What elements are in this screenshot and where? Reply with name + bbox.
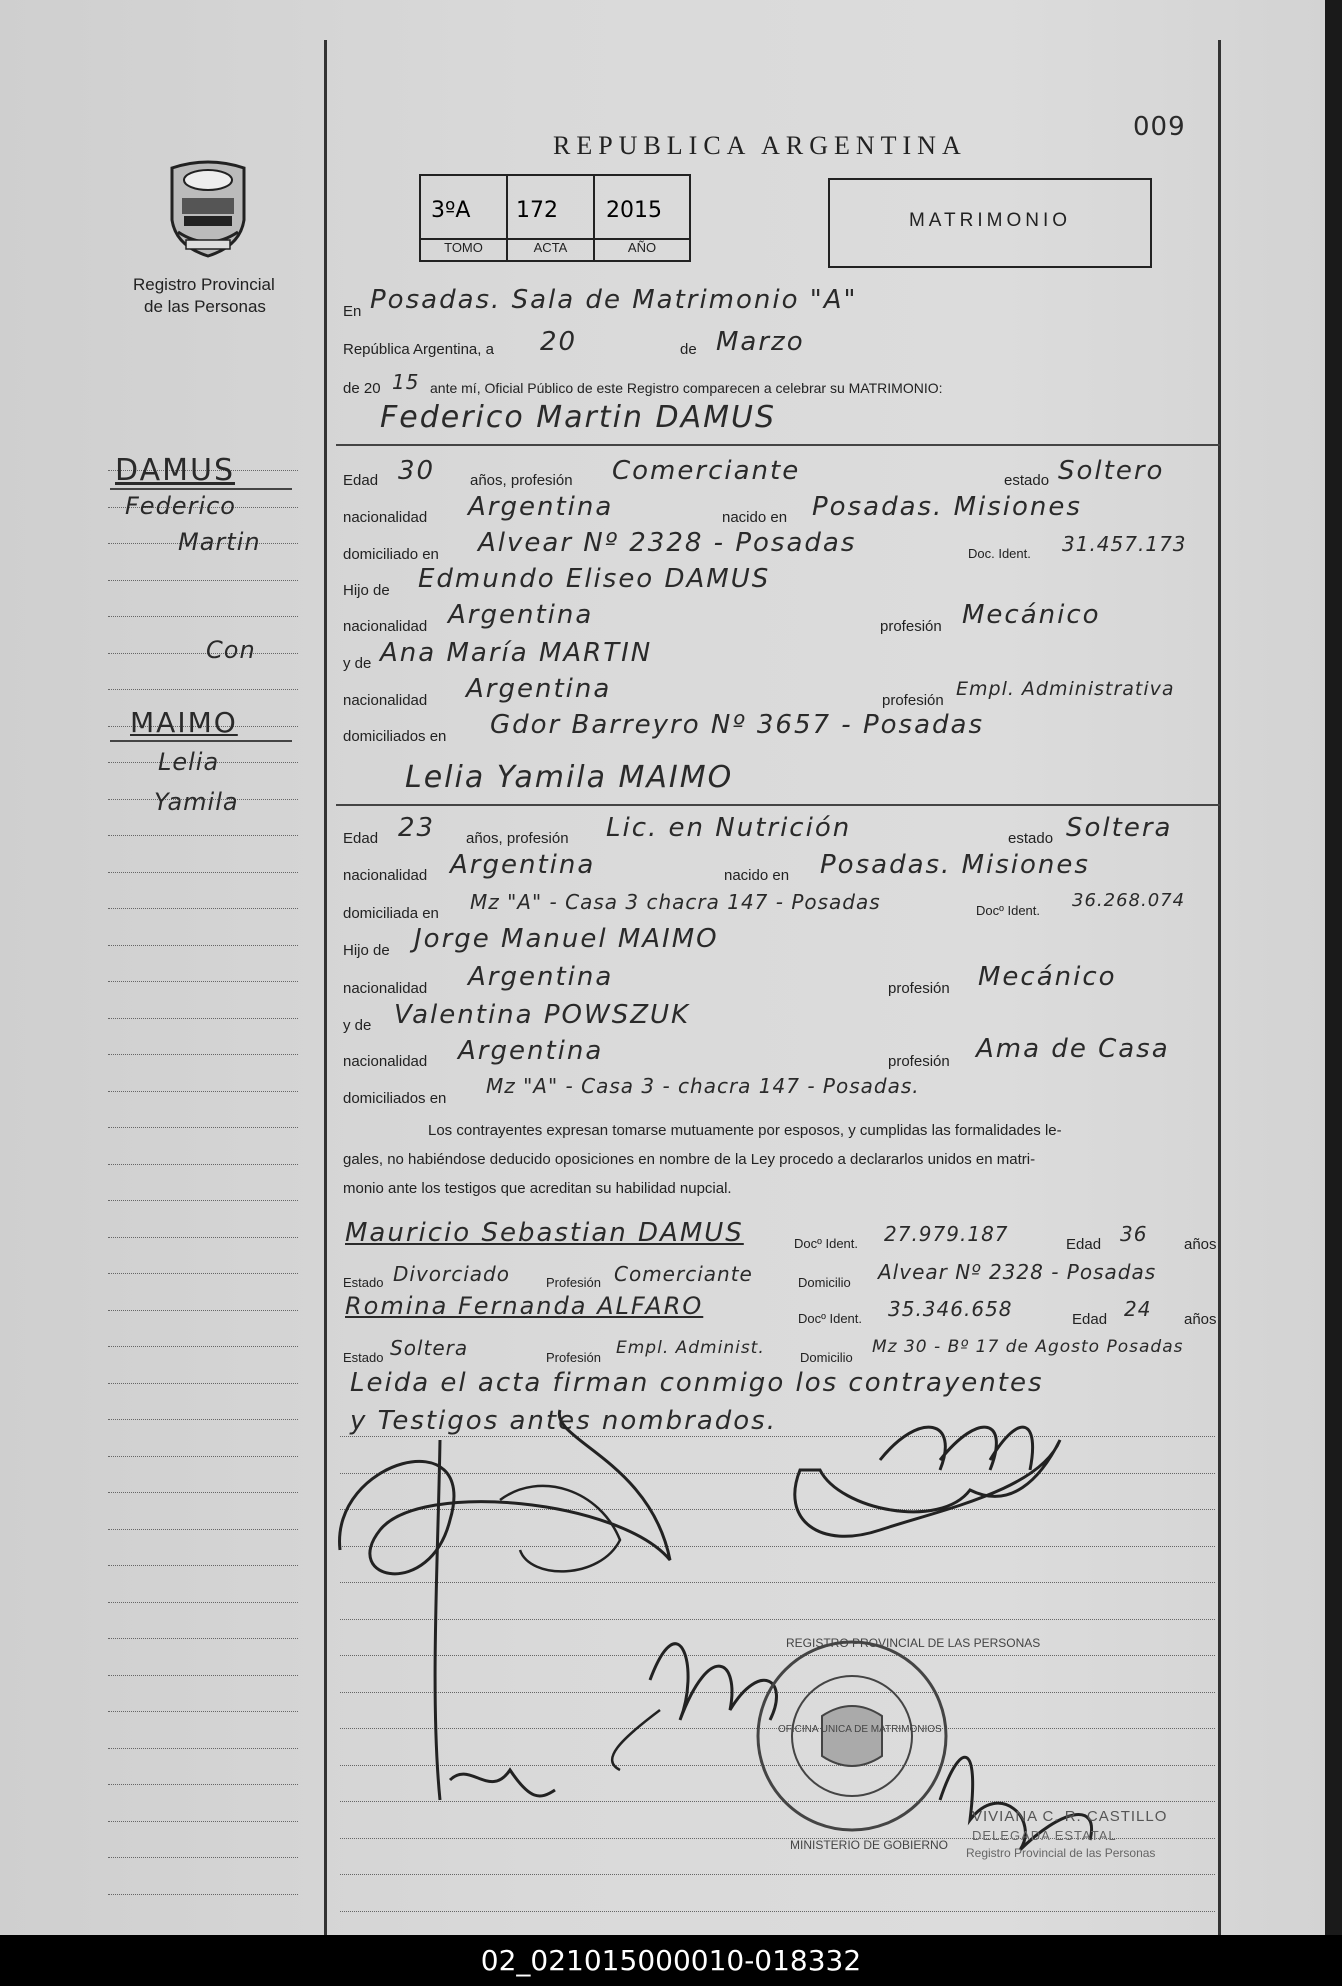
p2-padres-dom-label: domiciliados en bbox=[343, 1090, 447, 1107]
w2-profesion: Empl. Administ. bbox=[616, 1338, 765, 1358]
p2-nacionalidad: Argentina bbox=[450, 850, 596, 880]
p1-domicilio: Alvear Nº 2328 - Posadas bbox=[478, 528, 857, 558]
margin-guide-line bbox=[108, 1127, 298, 1128]
witness1-name: Mauricio Sebastian DAMUS bbox=[345, 1218, 744, 1248]
margin-con: Con bbox=[206, 636, 256, 664]
party2-full-name: Lelia Yamila MAIMO bbox=[405, 760, 734, 795]
p2-doc-label: Docº Ident. bbox=[976, 903, 1041, 918]
w1-estado: Divorciado bbox=[393, 1262, 510, 1286]
p1-anos-prof-label: años, profesión bbox=[470, 472, 573, 489]
divider-party1 bbox=[336, 444, 1220, 446]
margin-guide-line bbox=[108, 653, 298, 654]
tomo-acta-anio-table bbox=[419, 174, 691, 262]
p2-padre-prof: Mecánico bbox=[978, 962, 1117, 992]
p1-padre-nac: Argentina bbox=[448, 600, 594, 630]
w1-doc-label: Docº Ident. bbox=[794, 1236, 859, 1251]
doc-type-box bbox=[828, 178, 1152, 268]
margin-guide-line bbox=[108, 908, 298, 909]
p1-padre-nac-label: nacionalidad bbox=[343, 618, 428, 635]
margin-guide-line bbox=[108, 1273, 298, 1274]
margin-given-1a: Federico bbox=[125, 492, 236, 520]
p1-hijo-label: Hijo de bbox=[343, 582, 390, 599]
p1-nacido: Posadas. Misiones bbox=[812, 492, 1082, 522]
seal-bottom-text: MINISTERIO DE GOBIERNO bbox=[790, 1838, 949, 1852]
margin-guide-line bbox=[108, 580, 298, 581]
p1-padres-dom: Gdor Barreyro Nº 3657 - Posadas bbox=[490, 710, 984, 740]
p1-nacionalidad: Argentina bbox=[468, 492, 614, 522]
margin-given-2a: Lelia bbox=[158, 748, 220, 776]
p1-edad-label: Edad bbox=[343, 472, 379, 489]
intro-sentence: ante mí, Oficial Público de este Registro comparecen a celebrar su MATRIMONIO: bbox=[430, 380, 943, 396]
p2-nac-label: nacionalidad bbox=[343, 867, 428, 884]
margin-guide-line bbox=[108, 872, 298, 873]
w1-anos-label: años bbox=[1184, 1236, 1217, 1253]
margin-guide-line bbox=[108, 1748, 298, 1749]
margin-guide-line bbox=[108, 1602, 298, 1603]
official-round-seal bbox=[752, 1636, 952, 1836]
margin-guide-line bbox=[108, 835, 298, 836]
w1-edad: 36 bbox=[1120, 1222, 1148, 1246]
margin-surname-1: DAMUS bbox=[115, 453, 235, 488]
closing-line2: y Testigos antes nombrados. bbox=[350, 1406, 777, 1436]
margin-guide-line bbox=[108, 1200, 298, 1201]
margin-guide-line bbox=[108, 1054, 298, 1055]
p2-nacido-label: nacido en bbox=[724, 867, 790, 884]
tomo-value: 3ºA bbox=[431, 198, 471, 223]
p1-madre-nac-label: nacionalidad bbox=[343, 692, 428, 709]
w2-anos-label: años bbox=[1184, 1311, 1217, 1328]
day-value: 20 bbox=[540, 327, 578, 357]
p1-profesion: Comerciante bbox=[612, 456, 801, 486]
w2-dom-label: Domicilio bbox=[800, 1350, 853, 1365]
tomo-label: TOMO bbox=[444, 240, 483, 255]
p1-doc: 31.457.173 bbox=[1062, 532, 1187, 556]
p2-madre-nac-label: nacionalidad bbox=[343, 1053, 428, 1070]
p2-padre-nac-label: nacionalidad bbox=[343, 980, 428, 997]
seal-text-inner: OFICINA UNICA DE MATRIMONIOS bbox=[778, 1724, 942, 1735]
p2-dom-label: domiciliada en bbox=[343, 905, 439, 922]
margin-guide-line bbox=[108, 1894, 298, 1895]
margin-guide-line bbox=[108, 981, 298, 982]
p2-domicilio: Mz "A" - Casa 3 chacra 147 - Posadas bbox=[470, 890, 881, 914]
p1-nacido-label: nacido en bbox=[722, 509, 788, 526]
margin-guide-line bbox=[108, 1310, 298, 1311]
p2-profesion: Lic. en Nutrición bbox=[606, 813, 852, 843]
acta-value: 172 bbox=[516, 198, 558, 223]
declaration-line2: gales, no habiéndose deducido oposiciones en nombre de la Ley procedo a declararlos unidos en matri- bbox=[343, 1151, 1036, 1168]
w1-prof-label: Profesión bbox=[546, 1275, 601, 1290]
p2-anos-prof-label: años, profesión bbox=[466, 830, 569, 847]
witness2-name: Romina Fernanda ALFARO bbox=[345, 1292, 704, 1320]
margin-guide-line bbox=[108, 1164, 298, 1165]
p2-edad-label: Edad bbox=[343, 830, 379, 847]
p2-yde-label: y de bbox=[343, 1017, 372, 1034]
margin-given-2b: Yamila bbox=[154, 788, 239, 816]
seal-text: REGISTRO PROVINCIAL DE LAS PERSONAS bbox=[786, 1636, 1041, 1650]
anio-label: AÑO bbox=[627, 240, 657, 255]
closing-line1: Leida el acta firman conmigo los contrayentes bbox=[350, 1368, 1044, 1398]
w2-doc: 35.346.658 bbox=[888, 1297, 1013, 1321]
p1-estado-label: estado bbox=[1004, 472, 1050, 489]
p2-edad: 23 bbox=[398, 813, 436, 843]
p2-padre-prof-label: profesión bbox=[888, 980, 950, 997]
p2-madre-prof: Ama de Casa bbox=[976, 1034, 1170, 1064]
w2-domicilio: Mz 30 - Bº 17 de Agosto Posadas bbox=[872, 1337, 1184, 1357]
margin-guide-line bbox=[108, 1675, 298, 1676]
margin-guide-line bbox=[108, 1237, 298, 1238]
divider-party2 bbox=[336, 804, 1220, 806]
p2-madre: Valentina POWSZUK bbox=[394, 1000, 691, 1030]
margin-guide-line bbox=[108, 1383, 298, 1384]
p1-padre-prof: Mecánico bbox=[962, 600, 1101, 630]
w1-domicilio: Alvear Nº 2328 - Posadas bbox=[878, 1260, 1157, 1284]
margin-guide-line bbox=[108, 1529, 298, 1530]
margin-guide-line bbox=[108, 1091, 298, 1092]
margin-guide-line bbox=[108, 1018, 298, 1019]
main-guide-line bbox=[340, 1911, 1215, 1912]
w1-estado-label: Estado bbox=[343, 1275, 384, 1290]
country-title: REPUBLICA ARGENTINA bbox=[553, 131, 967, 160]
w1-dom-label: Domicilio bbox=[798, 1275, 851, 1290]
p1-padres-dom-label: domiciliados en bbox=[343, 728, 447, 745]
p1-doc-label: Doc. Ident. bbox=[968, 546, 1031, 561]
w2-prof-label: Profesión bbox=[546, 1350, 601, 1365]
margin-guide-line bbox=[108, 1638, 298, 1639]
p2-estado-label: estado bbox=[1008, 830, 1054, 847]
margin-guide-line bbox=[108, 689, 298, 690]
margin-guide-line bbox=[108, 1456, 298, 1457]
p1-madre: Ana María MARTIN bbox=[380, 638, 653, 668]
p1-madre-nac: Argentina bbox=[466, 674, 612, 704]
p1-madre-prof-label: profesión bbox=[882, 692, 944, 709]
w2-estado-label: Estado bbox=[343, 1350, 384, 1365]
p1-yde-label: y de bbox=[343, 655, 372, 672]
margin-guide-line bbox=[108, 1711, 298, 1712]
margin-given-1b: Martin bbox=[178, 528, 261, 556]
w1-edad-label: Edad bbox=[1066, 1236, 1102, 1253]
declaration-line3: monio ante los testigos que acreditan su habilidad nupcial. bbox=[343, 1180, 732, 1197]
w2-doc-label: Docº Ident. bbox=[798, 1311, 863, 1326]
p2-madre-nac: Argentina bbox=[458, 1036, 604, 1066]
margin-guide-line bbox=[108, 1565, 298, 1566]
p2-estado: Soltera bbox=[1066, 813, 1173, 843]
p2-padres-dom: Mz "A" - Casa 3 - chacra 147 - Posadas. bbox=[486, 1074, 920, 1098]
margin-guide-line bbox=[108, 1784, 298, 1785]
file-id-strip: 02_021015000010-018332 bbox=[0, 1935, 1342, 1986]
margin-surname-2: MAIMO bbox=[130, 706, 238, 739]
acta-label: ACTA bbox=[533, 240, 568, 255]
margin-guide-line bbox=[108, 1492, 298, 1493]
party1-full-name: Federico Martin DAMUS bbox=[380, 400, 777, 435]
p1-estado: Soltero bbox=[1058, 456, 1165, 486]
w2-estado: Soltera bbox=[390, 1336, 469, 1360]
p1-dom-label: domiciliado en bbox=[343, 546, 439, 563]
margin-guide-line bbox=[108, 1857, 298, 1858]
en-label: En bbox=[343, 303, 362, 320]
margin-guide-line bbox=[108, 945, 298, 946]
year-suffix: 15 bbox=[392, 370, 420, 394]
p2-doc: 36.268.074 bbox=[1072, 890, 1186, 911]
doc-type-label: MATRIMONIO bbox=[908, 210, 1072, 231]
republica-label: República Argentina, a bbox=[343, 341, 494, 358]
margin-guide-line bbox=[108, 1821, 298, 1822]
margin-guide-line bbox=[108, 1419, 298, 1420]
officer-sub: Registro Provincial de las Personas bbox=[966, 1846, 1156, 1860]
margin-guide-line bbox=[108, 616, 298, 617]
month-value: Marzo bbox=[716, 327, 805, 357]
w1-doc: 27.979.187 bbox=[884, 1222, 1009, 1246]
de-label: de bbox=[680, 341, 697, 358]
registry-name-line1: Registro Provincial bbox=[133, 275, 275, 294]
p1-edad: 30 bbox=[398, 456, 436, 486]
year-prefix: de 20 bbox=[343, 380, 381, 397]
officer-name: VIVIANA C. R. CASTILLO bbox=[972, 1808, 1168, 1825]
provincial-shield-logo bbox=[162, 160, 254, 260]
p1-madre-prof: Empl. Administrativa bbox=[956, 678, 1175, 700]
officer-title: DELEGADA ESTATAL bbox=[972, 1828, 1117, 1843]
w2-edad-label: Edad bbox=[1072, 1311, 1108, 1328]
p2-hijo-label: Hijo de bbox=[343, 942, 390, 959]
declaration-line1: Los contrayentes expresan tomarse mutuamente por esposos, y cumplidas las formalidades le- bbox=[428, 1122, 1062, 1139]
p2-padre-nac: Argentina bbox=[468, 962, 614, 992]
registry-name-line2: de las Personas bbox=[144, 297, 266, 316]
place-value: Posadas. Sala de Matrimonio "A" bbox=[370, 285, 858, 315]
p1-nac-label: nacionalidad bbox=[343, 509, 428, 526]
w1-profesion: Comerciante bbox=[614, 1262, 753, 1286]
p2-madre-prof-label: profesión bbox=[888, 1053, 950, 1070]
margin-guide-line bbox=[108, 1346, 298, 1347]
p2-nacido: Posadas. Misiones bbox=[820, 850, 1090, 880]
w2-edad: 24 bbox=[1124, 1297, 1152, 1321]
p1-padre: Edmundo Eliseo DAMUS bbox=[418, 564, 771, 594]
p2-padre: Jorge Manuel MAIMO bbox=[414, 924, 719, 954]
page-number: 009 bbox=[1133, 112, 1186, 142]
anio-value: 2015 bbox=[606, 198, 662, 223]
p1-padre-prof-label: profesión bbox=[880, 618, 942, 635]
